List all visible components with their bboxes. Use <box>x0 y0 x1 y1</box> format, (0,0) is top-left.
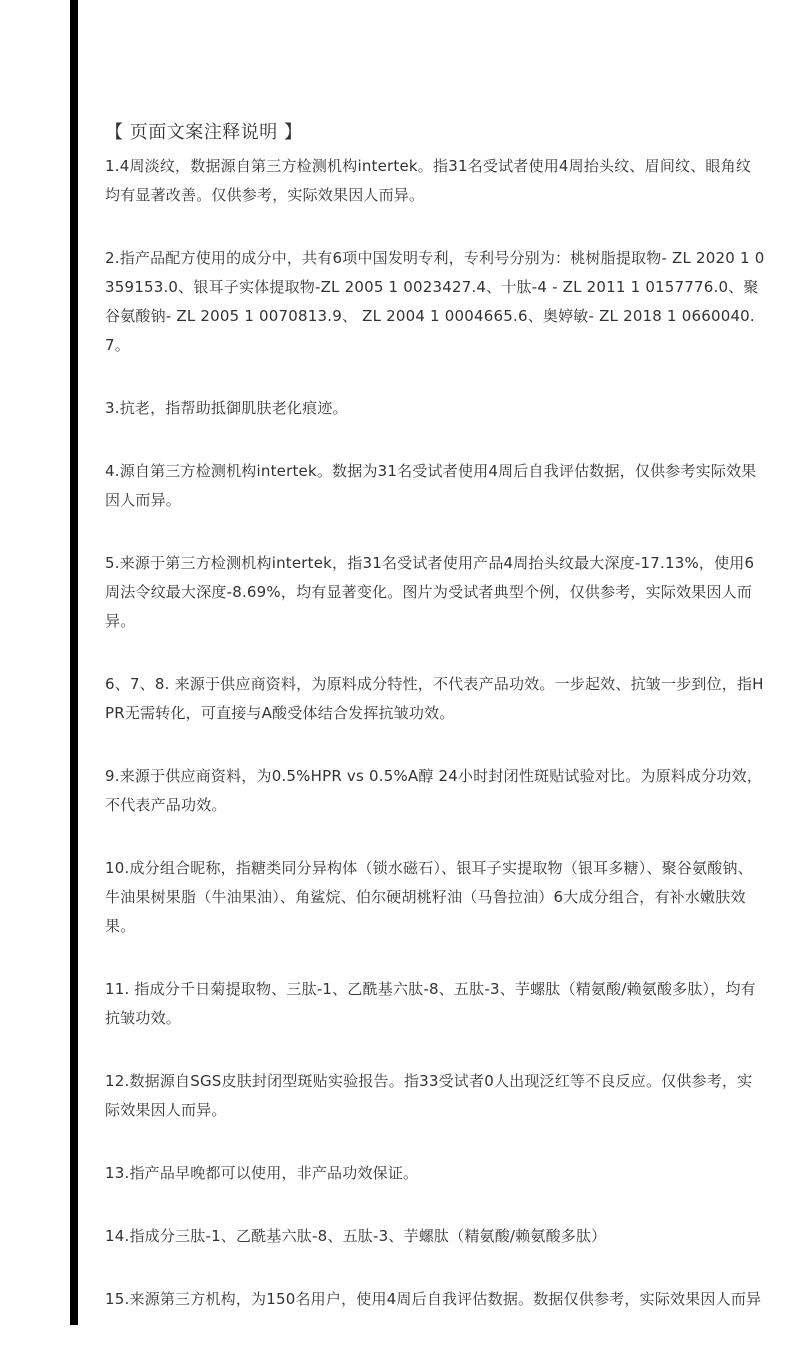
note-item-3: 3.抗老，指帮助抵御肌肤老化痕迹。 <box>105 399 348 417</box>
note-item-15: 15.来源第三方机构，为150名用户，使用4周后自我评估数据。数据仅供参考，实际效果因人而异 <box>105 1290 762 1308</box>
section-title: 【 页面文案注释说明 】 <box>105 122 303 143</box>
note-item-10: 10.成分组合昵称，指糖类同分异构体（锁水磁石）、银耳子实提取物（银耳多糖）、聚谷氨酸钠、牛油果树果脂（牛油果油）、角鲨烷、伯尔硬胡桃籽油（马鲁拉油）6大成分组合，有补水嫩肤效果。 <box>105 859 753 935</box>
note-item-12: 12.数据源自SGS皮肤封闭型斑贴实验报告。指33受试者0人出现泛红等不良反应。仅供参考，实际效果因人而异。 <box>105 1072 753 1119</box>
note-item-6-7-8: 6、7、8. 来源于供应商资料，为原料成分特性，不代表产品功效。一步起效、抗皱一步到位，指HPR无需转化，可直接与A酸受体结合发挥抗皱功效。 <box>105 675 764 722</box>
note-item-9: 9.来源于供应商资料，为0.5%HPR vs 0.5%A醇 24小时封闭性斑贴试验对比。为原料成分功效，不代表产品功效。 <box>105 767 763 814</box>
note-item-11: 11. 指成分千日菊提取物、三肽-1、乙酰基六肽-8、五肽-3、芋螺肽（精氨酸/赖氨酸多肽），均有抗皱功效。 <box>105 980 756 1027</box>
note-item-5: 5.来源于第三方检测机构intertek，指31名受试者使用产品4周抬头纹最大深度-17.13%，使用6周法令纹最大深度-8.69%，均有显著变化。图片为受试者典型个例，仅供参考，实际效果因人而异。 <box>105 554 755 630</box>
left-border-bar <box>70 0 78 1325</box>
note-item-13: 13.指产品早晚都可以使用，非产品功效保证。 <box>105 1164 419 1182</box>
note-item-2: 2.指产品配方使用的成分中，共有6项中国发明专利，专利号分别为：桃树脂提取物- ZL 2020 1 0359153.0、银耳子实体提取物-ZL 2005 1 0023427.4、十肽-4 - ZL 2011 1 0157776.0、聚谷氨酸钠- ZL 2005 1 0070813.9、 ZL 2004 1 0004665.6、奥婷敏- ZL 2018 1 0660040.7。 <box>105 249 765 354</box>
note-item-1: 1.4周淡纹，数据源自第三方检测机构intertek。指31名受试者使用4周抬头纹、眉间纹、眼角纹均有显著改善。仅供参考，实际效果因人而异。 <box>105 157 752 204</box>
notes-list <box>105 152 765 1314</box>
note-item-4: 4.源自第三方检测机构intertek。数据为31名受试者使用4周后自我评估数据，仅供参考实际效果因人而异。 <box>105 462 757 509</box>
annotation-section <box>105 118 765 1348</box>
note-item-14: 14.指成分三肽-1、乙酰基六肽-8、五肽-3、芋螺肽（精氨酸/赖氨酸多肽） <box>105 1227 607 1245</box>
